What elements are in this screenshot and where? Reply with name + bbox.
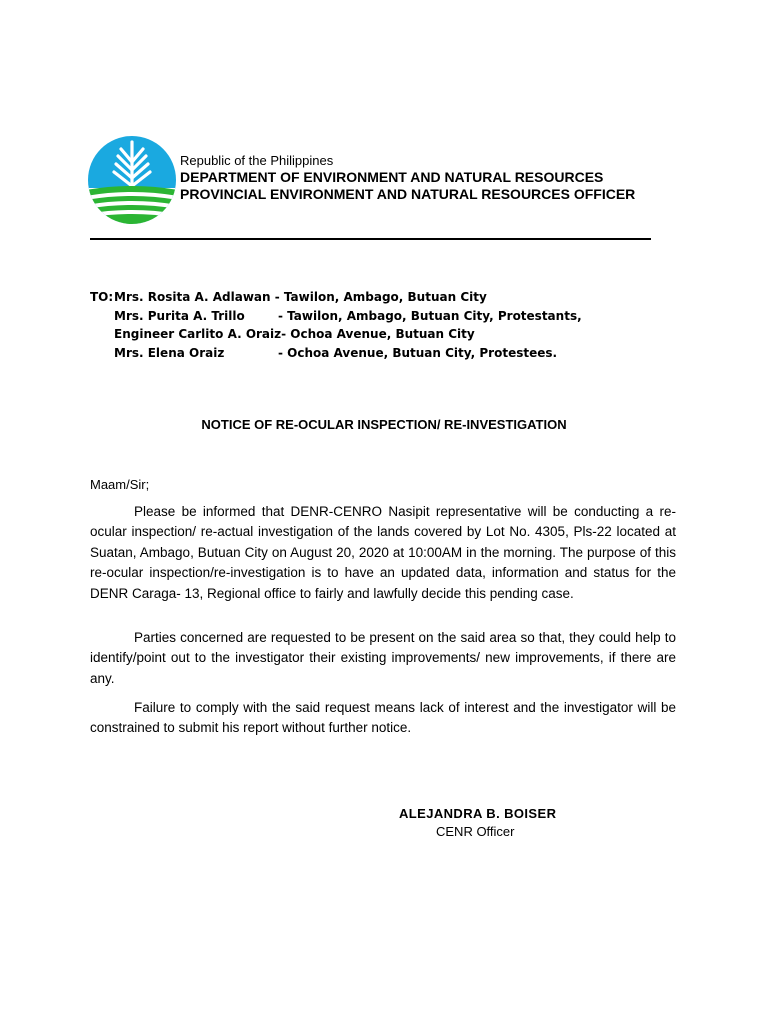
signatory-title: CENR Officer <box>436 824 515 839</box>
body-paragraph: Parties concerned are requested to be present on the said area so that, they could help to identify/point out to the investigator their existing improvements/ new improvements, if there are any. <box>90 630 676 686</box>
office-line: PROVINCIAL ENVIRONMENT AND NATURAL RESOURCES OFFICER <box>180 186 636 202</box>
recipient-row <box>90 288 582 307</box>
letterhead <box>180 152 635 203</box>
salutation: Maam/Sir; <box>90 477 150 492</box>
recipient-name: Mrs. Purita A. Trillo <box>114 308 245 323</box>
recipients-block <box>90 288 582 362</box>
notice-title: NOTICE OF RE-OCULAR INSPECTION/ RE-INVESTIGATION <box>201 417 567 432</box>
republic-line: Republic of the Philippines <box>180 153 334 168</box>
recipient-name: Mrs. Elena Oraiz <box>114 345 225 360</box>
body-paragraph: Please be informed that DENR-CENRO Nasipit representative will be conducting a re- ocular inspection/ re-actual investigation of the lands covered by Lot No. 4305, Pls-22 located at Suatan, Ambago, Butuan City on August 20, 2020 at 10:00AM in the morning. The purpose of this re-ocular inspection/re-investigation is to have an updated data, information and status for the DENR Caraga- 13, Regional office to fairly and lawfully decide this pending case. <box>90 504 676 601</box>
recipient-row <box>90 344 582 363</box>
denr-logo-icon <box>86 136 178 224</box>
recipient-address: - Tawilon, Ambago, Butuan City <box>274 290 487 304</box>
to-prefix: TO: <box>90 290 114 304</box>
recipient-address: - Ochoa Avenue, Butuan City, Protestees. <box>278 345 558 360</box>
recipient-name: Engineer Carlito A. Oraiz <box>114 327 282 341</box>
recipient-address: - Tawilon, Ambago, Butuan City, Protestants, <box>278 308 582 323</box>
recipient-row <box>90 325 582 344</box>
recipient-name: Mrs. Rosita A. Adlawan <box>114 290 271 304</box>
department-line: DEPARTMENT OF ENVIRONMENT AND NATURAL RESOURCES <box>180 169 604 185</box>
recipient-row <box>90 307 582 326</box>
header-divider <box>90 238 651 240</box>
body-paragraph: Failure to comply with the said request means lack of interest and the investigator will be constrained to submit his report without further notice. <box>90 700 676 736</box>
recipient-address: - Ochoa Avenue, Butuan City <box>281 327 475 341</box>
signatory-name: ALEJANDRA B. BOISER <box>399 806 557 821</box>
